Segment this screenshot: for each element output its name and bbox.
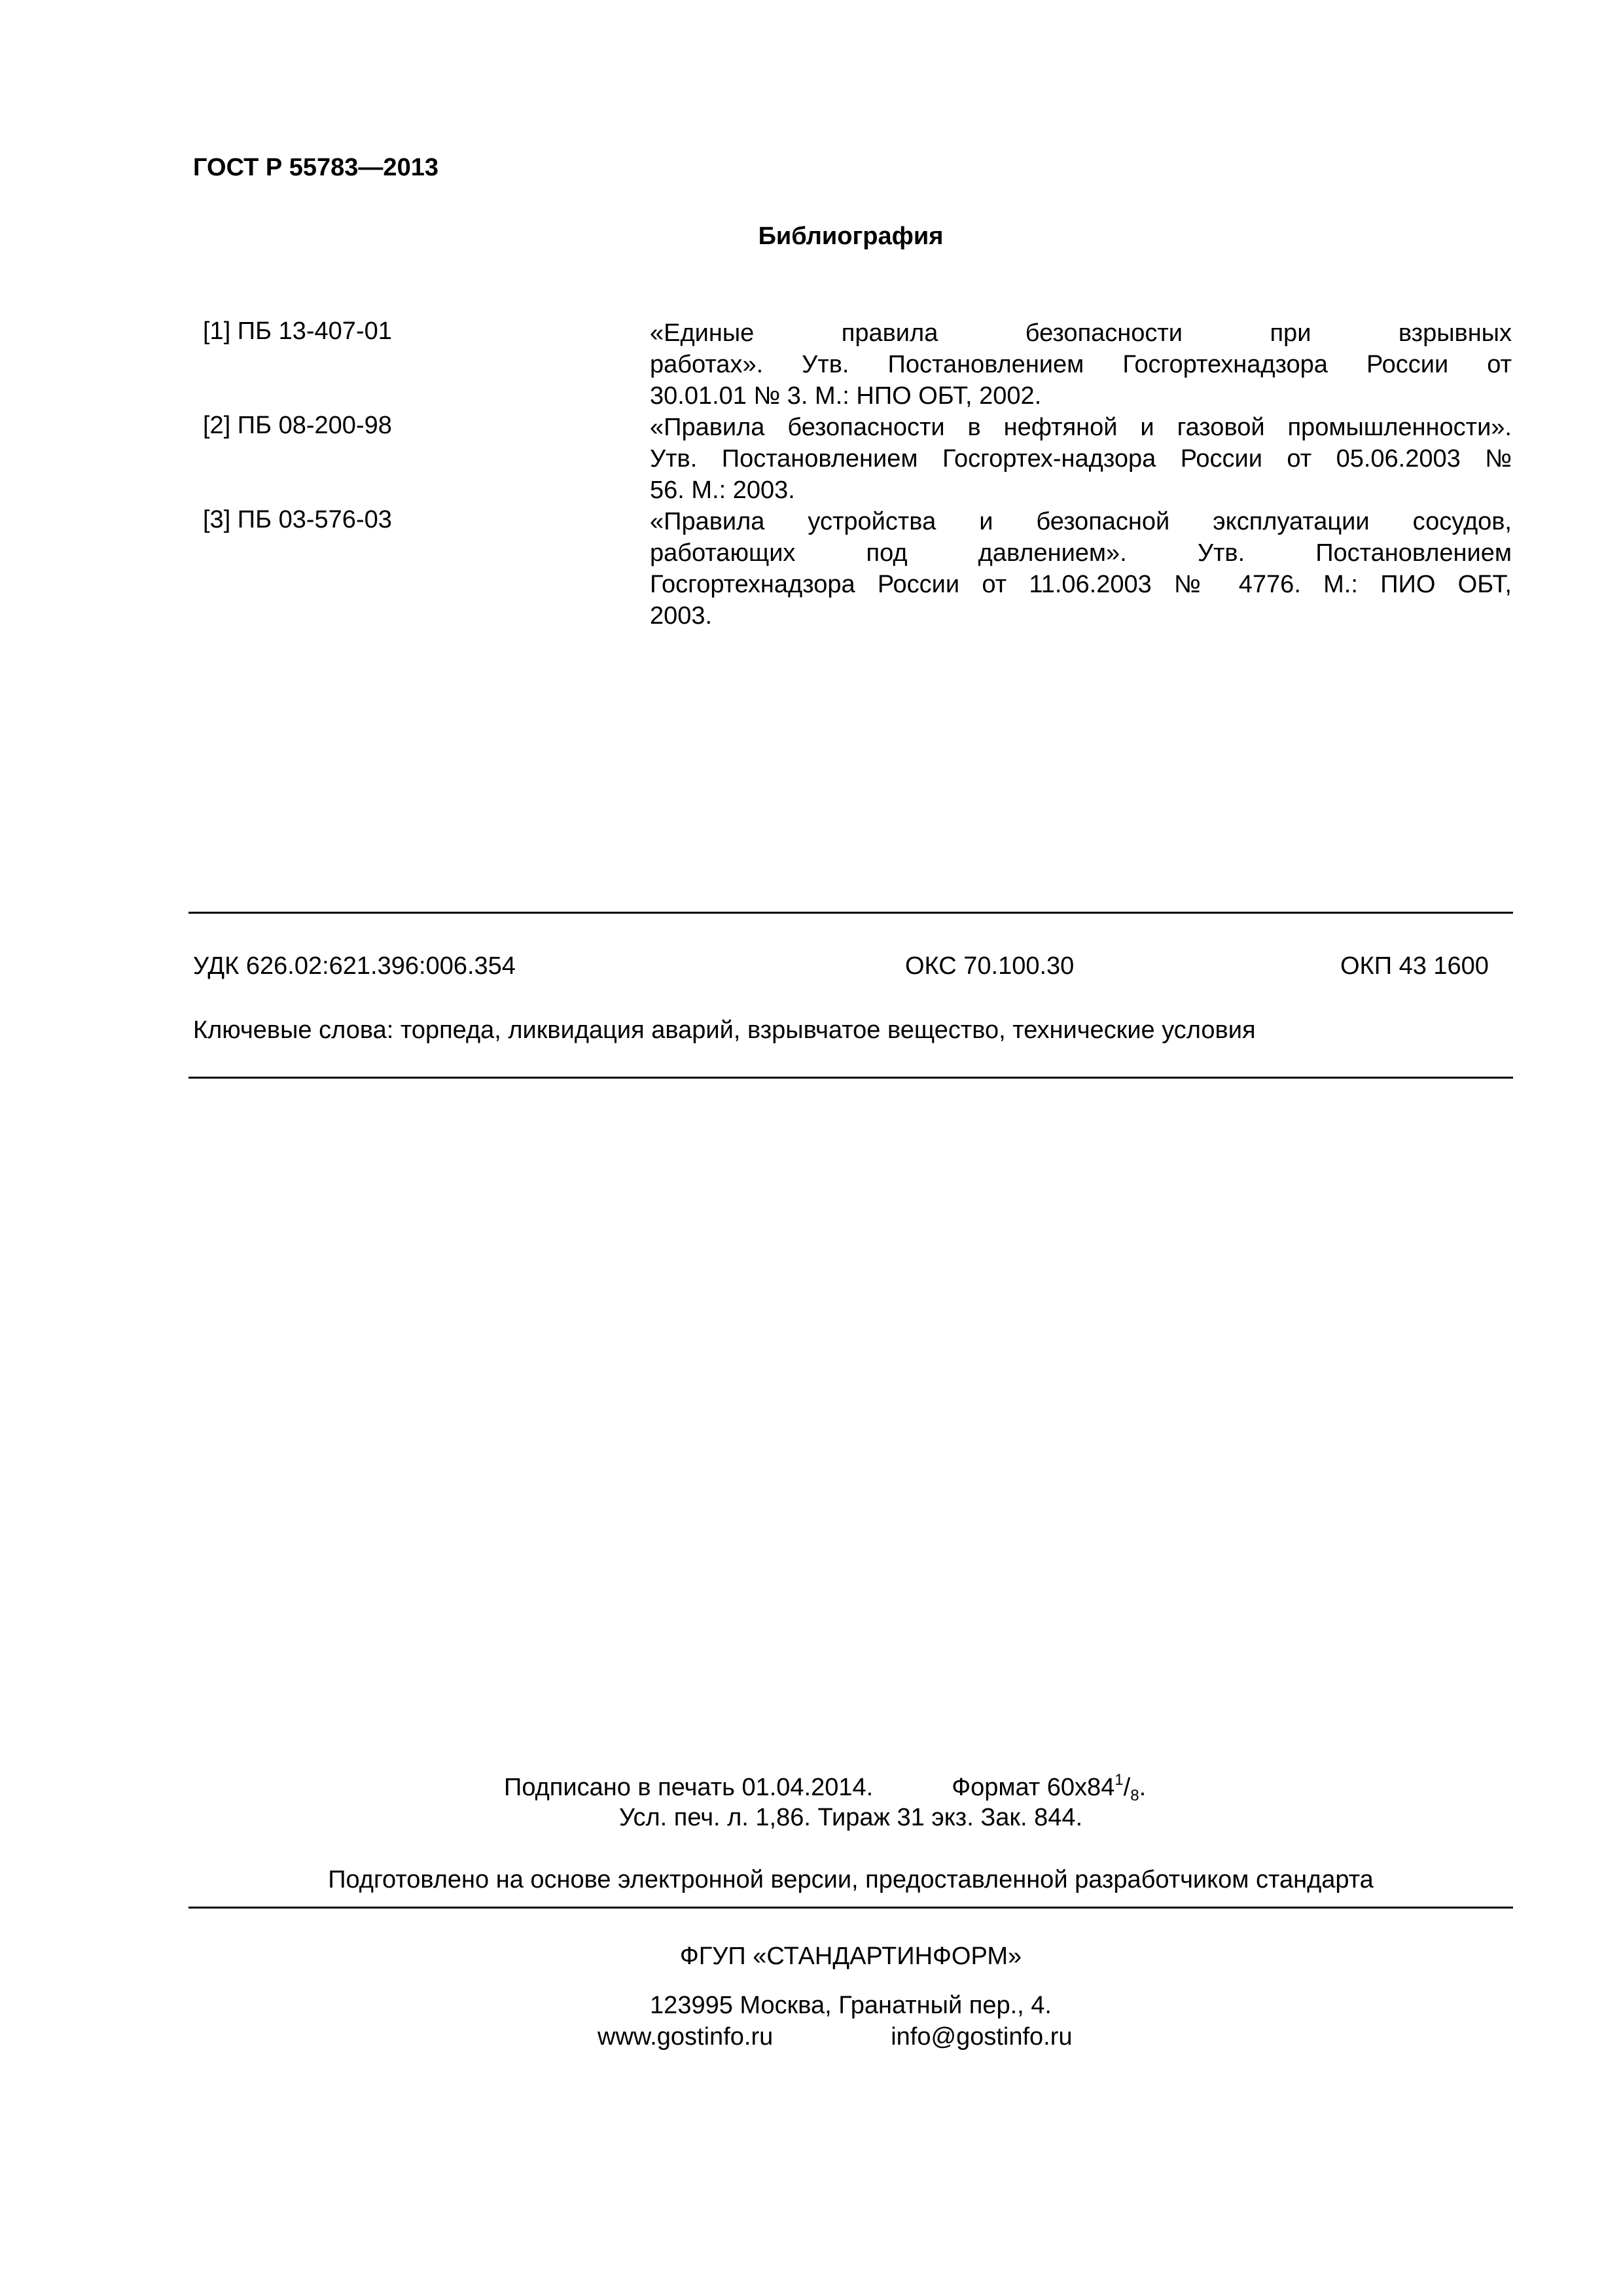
imprint-signed-format [504,1771,1147,1804]
bibliography-item-line: работах». Утв. Постановлением Госгортехнадзора России от [650,351,1512,378]
publisher-name: ФГУП «СТАНДАРТИНФОРМ» [679,1943,1022,1970]
website-link[interactable]: www.gostinfo.ru [597,2023,774,2051]
bibliography-item-line: «Правила устройства и безопасной эксплуатации сосудов, [650,508,1512,535]
keywords: Ключевые слова: торпеда, ликвидация аварий, взрывчатое вещество, технические условия [193,1016,1256,1044]
bibliography-item-line: «Правила безопасности в нефтяной и газовой промышленности». [650,414,1512,441]
publisher-address: 123995 Москва, Гранатный пер., 4. [650,1992,1052,2019]
bibliography-item-text [650,317,1512,412]
bottom-divider [188,1077,1513,1079]
publisher-divider [188,1907,1513,1909]
top-divider [188,912,1513,914]
paper-format-end: . [1139,1774,1147,1801]
bibliography-item-line: 56. М.: 2003. [650,476,795,504]
okp-code: ОКП 43 1600 [1340,952,1489,980]
signed-date: Подписано в печать 01.04.2014. [504,1774,874,1801]
paper-format-label: Формат 60x84 [952,1774,1115,1801]
udk-code: УДК 626.02:621.396:006.354 [193,952,516,980]
bibliography-item-line: Госгортехнадзора России от 11.06.2003 № 4776. М.: ПИО ОБТ, [650,571,1512,598]
bibliography-item-line: 30.01.01 № 3. М.: НПО ОБТ, 2002. [650,382,1042,410]
bibliography-item-id: [2] ПБ 08-200-98 [203,412,392,439]
paper-format [952,1771,1147,1804]
publisher-contacts [597,2023,1073,2051]
print-details: Усл. печ. л. 1,86. Тираж 31 экз. Зак. 844. [618,1804,1083,1831]
email-link[interactable]: info@gostinfo.ru [891,2023,1073,2051]
oks-code: ОКС 70.100.30 [905,952,1075,980]
prepared-note: Подготовлено на основе электронной версии, предоставленной разработчиком стандарта [328,1866,1374,1893]
document-code: ГОСТ Р 55783—2013 [193,154,438,181]
bibliography-item-text [650,506,1512,632]
bibliography-item-line: Утв. Постановлением Госгортех-надзора России от 05.06.2003 № [650,445,1512,473]
bibliography-item-line: 2003. [650,602,713,630]
bibliography-item-line: работающих под давлением». Утв. Постановлением [650,539,1512,567]
bibliography-item-line: «Единые правила безопасности при взрывных [650,319,1512,347]
bibliography-item-id: [3] ПБ 03-576-03 [203,506,392,533]
bibliography-item-text [650,412,1512,506]
paper-format-numerator: 1 [1115,1771,1124,1789]
bibliography-item-id: [1] ПБ 13-407-01 [203,317,392,345]
paper-format-slash: / [1123,1774,1131,1801]
paper-format-denominator: 8 [1130,1787,1139,1804]
bibliography-title: Библиография [758,223,944,250]
